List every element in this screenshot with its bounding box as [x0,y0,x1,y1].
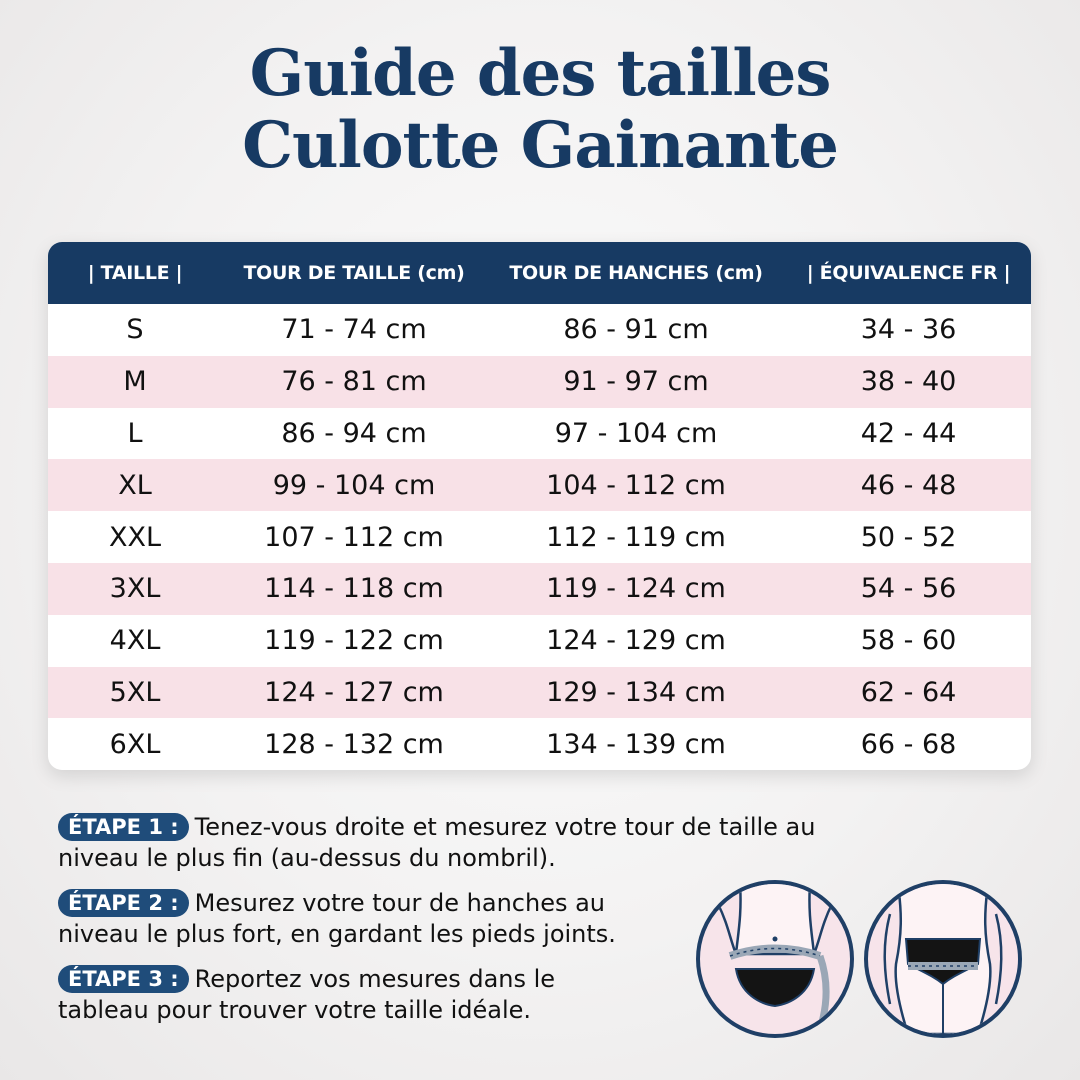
cell-taille: 5XL [109,676,161,708]
cell-taille: 4XL [109,625,161,657]
table-row [48,615,1031,667]
header-tour-de-taille: TOUR DE TAILLE (cm) [243,262,465,284]
cell-equivalence: 46 - 48 [860,469,957,501]
cell-tour-de-taille: 128 - 132 cm [264,728,444,760]
cell-taille: 3XL [109,573,161,605]
cell-tour-de-taille: 71 - 74 cm [281,314,427,346]
cell-equivalence: 38 - 40 [860,366,957,398]
cell-tour-de-taille: 86 - 94 cm [281,417,427,449]
table-header [48,242,1031,304]
cell-equivalence: 62 - 64 [860,676,957,708]
step-1 [58,812,858,874]
cell-taille: M [123,366,147,398]
table-row [48,511,1031,563]
table-row [48,459,1031,511]
cell-tour-de-hanches: 97 - 104 cm [554,417,718,449]
cell-equivalence: 58 - 60 [860,625,957,657]
waist-measure-illustration [696,880,854,1038]
cell-tour-de-hanches: 124 - 129 cm [546,625,726,657]
page-title [0,38,1080,182]
step-3-text: Reportez vos mesures dans le tableau pour trouver votre taille idéale. [58,965,556,1024]
cell-taille: XXL [108,521,162,553]
cell-tour-de-hanches: 119 - 124 cm [546,573,726,605]
header-taille: | TAILLE | [87,262,183,284]
cell-equivalence: 54 - 56 [860,573,957,605]
cell-tour-de-taille: 99 - 104 cm [272,469,436,501]
header-equivalence: | ÉQUIVALENCE FR | [806,262,1011,284]
cell-equivalence: 66 - 68 [860,728,957,760]
title-line-2: Culotte Gainante [242,108,838,183]
cell-tour-de-taille: 107 - 112 cm [264,521,444,553]
step-3-badge: ÉTAPE 3 : [58,965,189,993]
cell-tour-de-taille: 124 - 127 cm [264,676,444,708]
step-1-badge: ÉTAPE 1 : [58,813,189,841]
step-2 [58,888,678,950]
cell-taille: S [126,314,144,346]
cell-tour-de-hanches: 91 - 97 cm [563,366,709,398]
size-table [48,242,1031,770]
cell-tour-de-taille: 119 - 122 cm [264,625,444,657]
table-row [48,718,1031,770]
step-3 [58,964,618,1026]
cell-equivalence: 34 - 36 [860,314,957,346]
cell-taille: 6XL [109,728,161,760]
cell-tour-de-hanches: 129 - 134 cm [546,676,726,708]
table-body [48,304,1031,770]
table-row [48,563,1031,615]
table-row [48,667,1031,719]
hip-measure-illustration [864,880,1022,1038]
cell-tour-de-hanches: 86 - 91 cm [563,314,709,346]
hip-measure-icon [868,884,1018,1034]
table-row [48,304,1031,356]
cell-equivalence: 42 - 44 [860,417,957,449]
title-line-1: Guide des tailles [249,36,831,111]
cell-equivalence: 50 - 52 [860,521,957,553]
cell-tour-de-taille: 76 - 81 cm [281,366,427,398]
waist-measure-icon [700,884,850,1034]
table-row [48,408,1031,460]
step-1-text: Tenez-vous droite et mesurez votre tour de taille au niveau le plus fin (au-dessus du nombril). [58,813,816,872]
cell-tour-de-hanches: 112 - 119 cm [546,521,726,553]
step-2-badge: ÉTAPE 2 : [58,889,189,917]
cell-tour-de-hanches: 104 - 112 cm [546,469,726,501]
cell-tour-de-taille: 114 - 118 cm [264,573,444,605]
cell-tour-de-hanches: 134 - 139 cm [546,728,726,760]
step-2-text: Mesurez votre tour de hanches au niveau le plus fort, en gardant les pieds joints. [58,889,616,948]
header-tour-de-hanches: TOUR DE HANCHES (cm) [509,262,763,284]
table-row [48,356,1031,408]
cell-taille: L [127,417,143,449]
cell-taille: XL [118,469,152,501]
